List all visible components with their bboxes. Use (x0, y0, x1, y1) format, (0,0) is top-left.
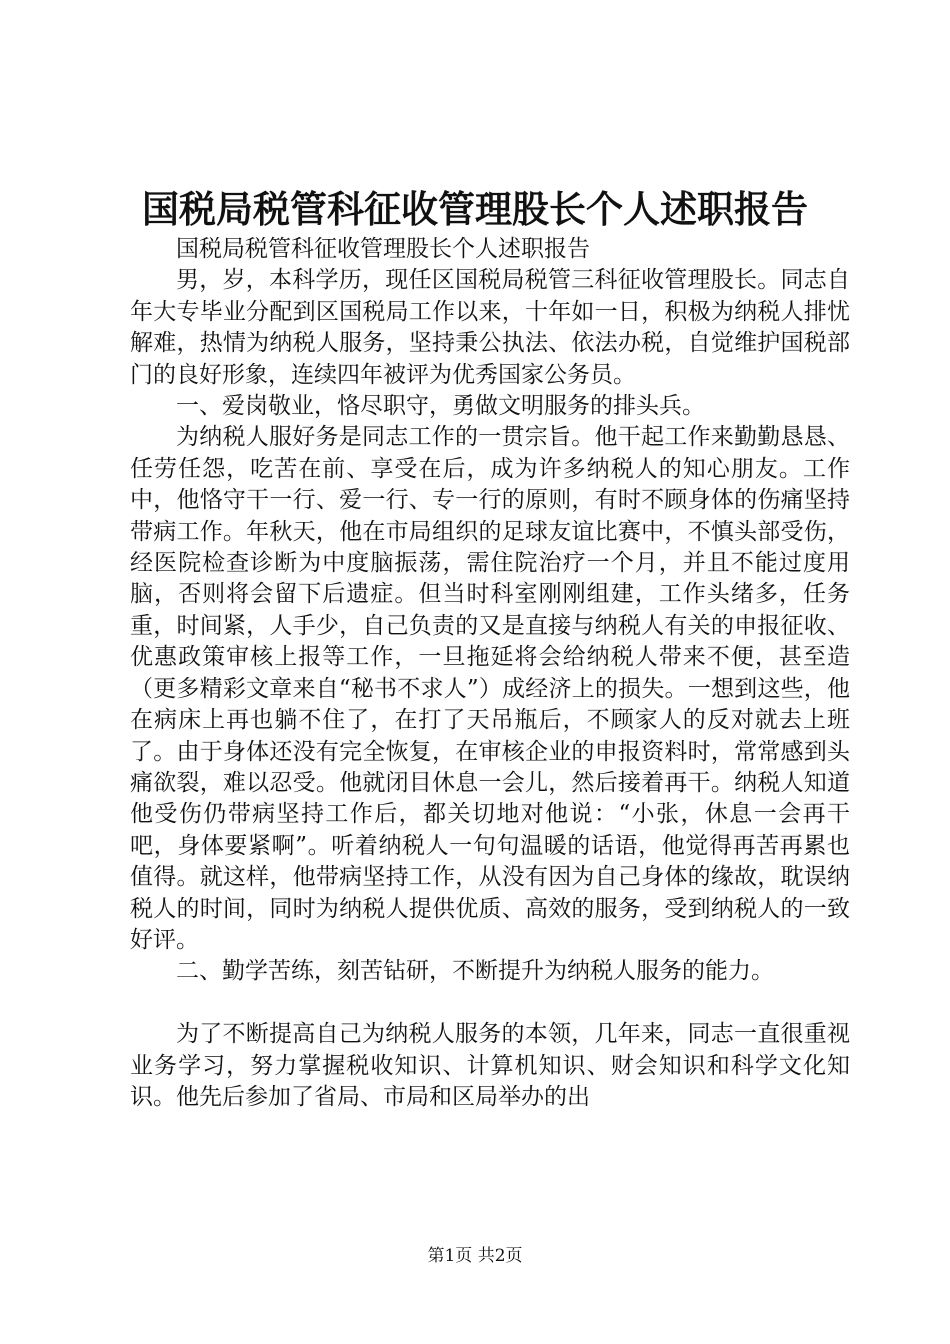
intro-paragraph: 男，岁，本科学历，现任区国税局税管三科征收管理股长。同志自年大专毕业分配到区国税局工作以来，十年如一日，积极为纳税人排忧解难，热情为纳税人服务，坚持秉公执法、依法办税，自觉维护国税部门的良好形象，连续四年被评为优秀国家公务员。 (130, 267, 850, 388)
page-number-footer: 第1页 共2页 (427, 1246, 523, 1266)
section-heading-2: 二、勤学苦练，刻苦钻研，不断提升为纳税人服务的能力。 (176, 958, 774, 985)
document-body (130, 234, 850, 1113)
subtitle-paragraph: 国税局税管科征收管理股长个人述职报告 (176, 236, 590, 262)
section-1-paragraph: 为纳税人服好务是同志工作的一贯宗旨。他干起工作来勤勤恳恳、任劳任怨，吃苦在前、享受在后，成为许多纳税人的知心朋友。工作中，他恪守干一行、爱一行、专一行的原则，有时不顾身体的伤痛坚持带病工作。年秋天，他在市局组织的足球友谊比赛中，不慎头部受伤，经医院检查诊断为中度脑振荡，需住院治疗一个月，并且不能过度用脑，否则将会留下后遗症。但当时科室刚刚组建，工作头绪多，任务重，时间紧，人手少，自己负责的又是直接与纳税人有关的申报征收、优惠政策审核上报等工作，一旦拖延将会给纳税人带来不便，甚至造（更多精彩文章来自“秘书不求人”）成经济上的损失。一想到这些，他在病床上再也躺不住了，在打了天吊瓶后，不顾家人的反对就去上班了。由于身体还没有完全恢复，在审核企业的申报资料时，常常感到头痛欲裂，难以忍受。他就闭目休息一会儿，然后接着再干。纳税人知道他受伤仍带病坚持工作后，都关切地对他说：“小张，休息一会再干吧，身体要紧啊”。听着纳税人一句句温暖的话语，他觉得再苦再累也值得。就这样，他带病坚持工作，从没有因为自己身体的缘故，耽误纳税人的时间，同时为纳税人提供优质、高效的服务，受到纳税人的一致好评。 (130, 424, 850, 953)
document-title: 国税局税管科征收管理股长个人述职报告 (142, 187, 808, 231)
section-heading-1: 一、爱岗敬业，恪尽职守，勇做文明服务的排头兵。 (176, 393, 705, 420)
section-2-paragraph: 为了不断提高自己为纳税人服务的本领，几年来，同志一直很重视业务学习，努力掌握税收知识、计算机知识、财会知识和科学文化知识。他先后参加了省局、市局和区局举办的出 (130, 1021, 850, 1110)
